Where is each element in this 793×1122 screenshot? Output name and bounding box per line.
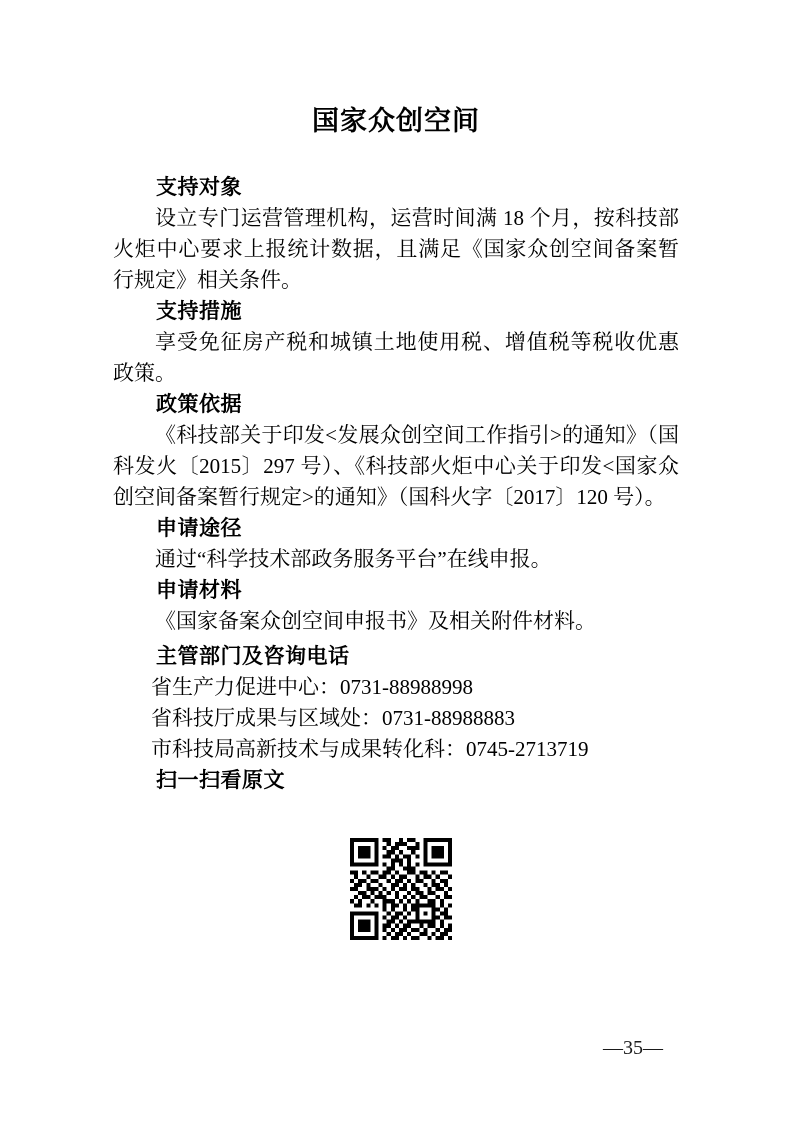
page-title: 国家众创空间 [312,106,480,136]
section-heading-scan-original: 扫一扫看原文 [156,769,285,792]
contact-line-productivity-center: 省生产力促进中心：0731-88988998 [151,675,473,699]
section-application-channel [113,513,679,575]
contact-line-science-dept: 省科技厅成果与区域处：0731-88988883 [151,706,515,730]
section-support-target [113,172,679,296]
section-body-application-materials: 《国家备案众创空间申报书》及相关附件材料。 [155,609,596,633]
section-support-measures [113,296,679,389]
section-heading-support-measures: 支持措施 [156,300,242,323]
section-heading-application-materials: 申请材料 [156,579,242,602]
section-body-support-measures: 享受免征房产税和城镇土地使用税、增值税等税收优惠政策。 [113,330,679,385]
section-policy-basis [113,389,679,513]
section-heading-application-channel: 申请途径 [156,517,242,540]
section-body-policy-basis: 《科技部关于印发<发展众创空间工作指引>的通知》（国科发火〔2015〕297 号）、《科技部火炬中心关于印发<国家众创空间备案暂行规定>的通知》（国科火字〔2017〕120 号）。 [113,423,679,509]
section-body-support-target: 设立专门运营管理机构，运营时间满 18 个月，按科技部火炬中心要求上报统计数据，且满足《国家众创空间备案暂行规定》相关条件。 [113,206,679,292]
section-heading-contacts: 主管部门及咨询电话 [156,645,350,668]
section-heading-policy-basis: 政策依据 [156,393,242,416]
qr-code-container [113,838,679,945]
section-heading-support-target: 支持对象 [156,176,242,199]
qr-code [350,838,452,940]
section-contacts [113,641,679,765]
section-body-application-channel: 通过“科学技术部政务服务平台”在线申报。 [155,547,552,571]
section-scan-original [113,765,679,945]
section-application-materials [113,575,679,637]
contact-line-city-bureau: 市科技局高新技术与成果转化科：0745-2713719 [151,737,589,761]
page-number: —35— [603,1037,663,1059]
